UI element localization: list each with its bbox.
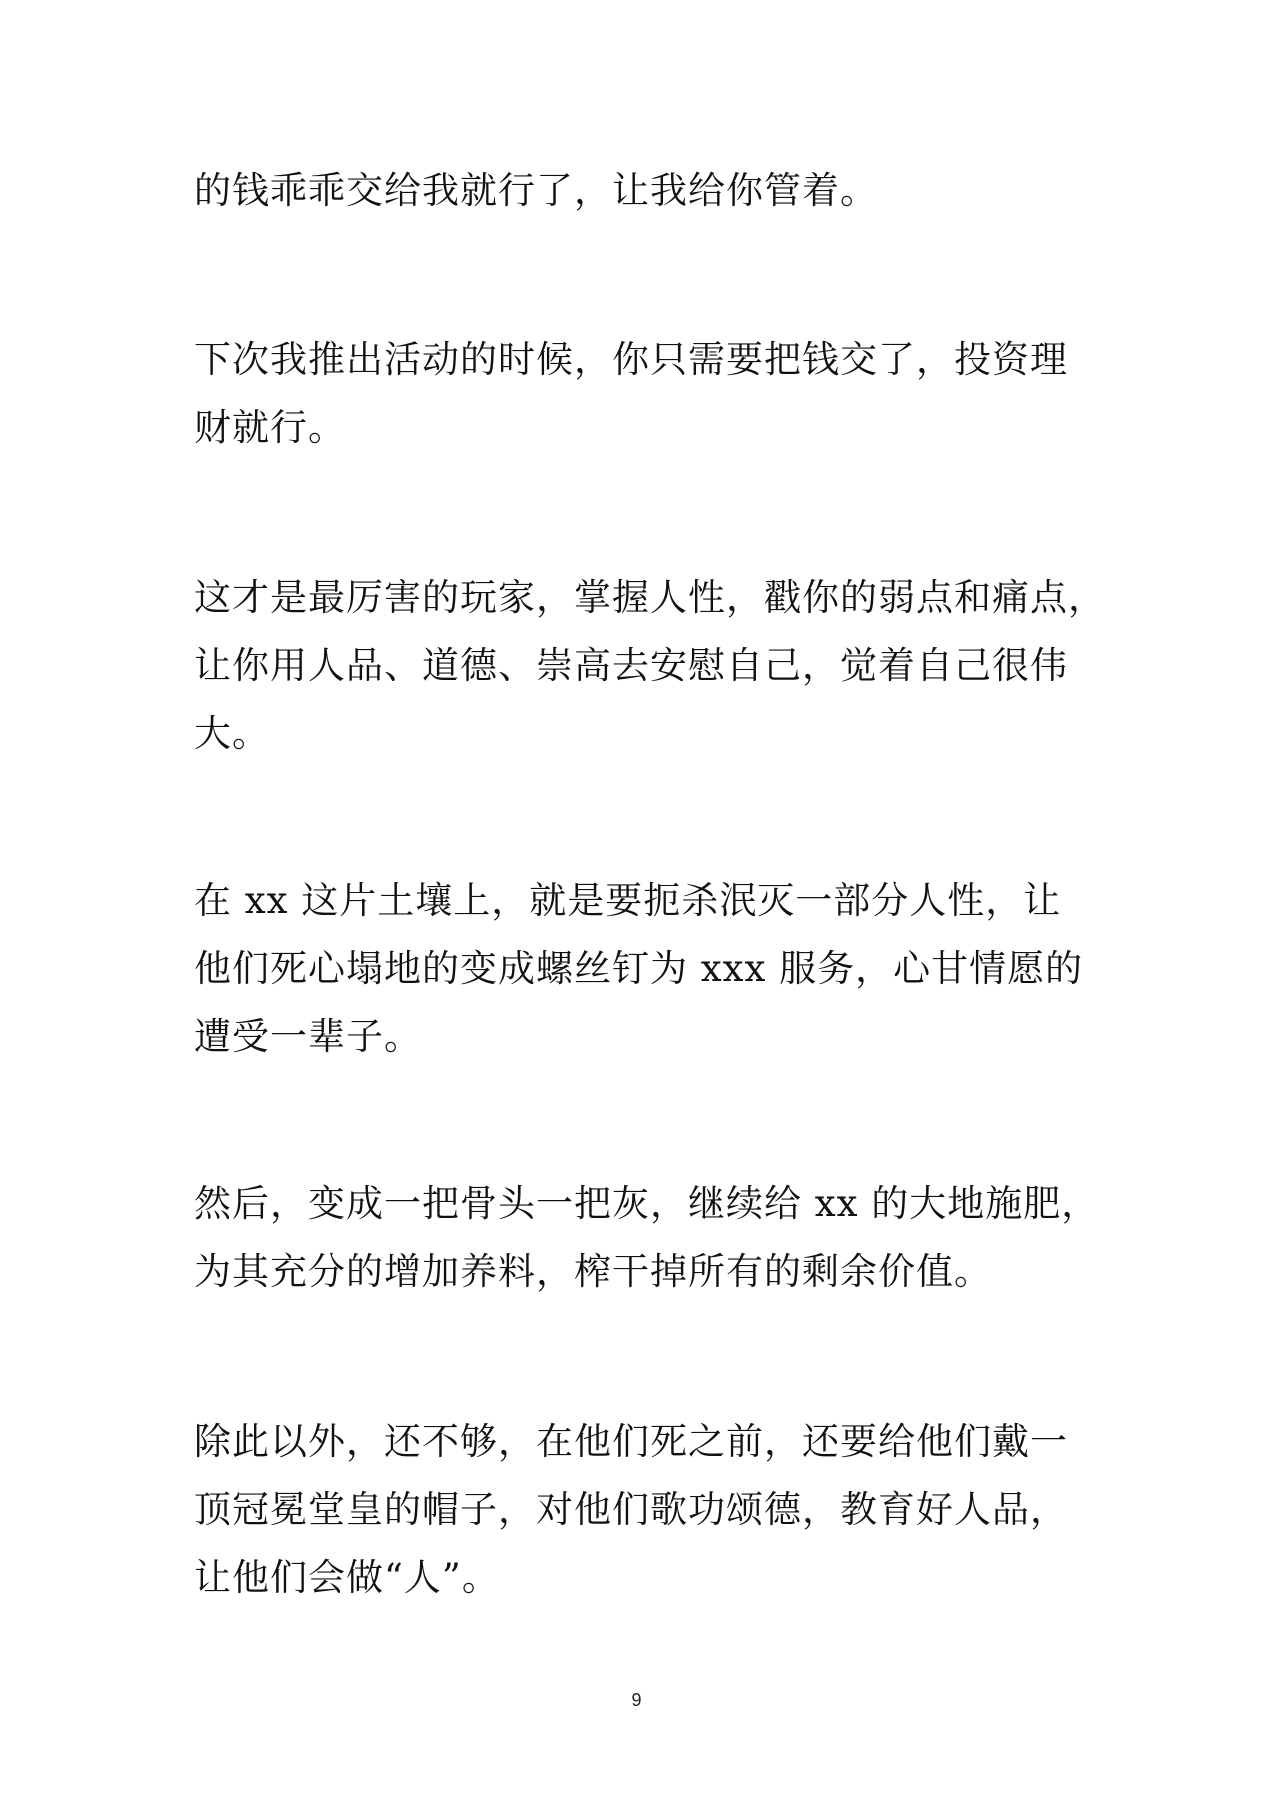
text-line: 除此以外，还不够，在他们死之前，还要给他们戴一 [194, 1420, 1068, 1463]
paragraph-1 [194, 157, 1094, 225]
text-line: 他们死心塌地的变成螺丝钉为 xxx 服务，心甘情愿的 [194, 947, 1084, 990]
paragraph-5 [194, 1170, 1100, 1306]
text-line: 遭受一辈子。 [194, 1015, 422, 1058]
text-line: 在 xx 这片土壤上，就是要扼杀泯灭一部分人性，让 [194, 879, 1062, 922]
paragraph-2 [194, 326, 1094, 462]
text-line: 大。 [194, 712, 270, 755]
text-line: 这才是最厉害的玩家，掌握人性，戳你的弱点和痛点， [194, 576, 1106, 619]
page-number: 9 [631, 1690, 642, 1710]
text-line: 下次我推出活动的时候，你只需要把钱交了，投资理 [194, 338, 1068, 381]
paragraph-6 [194, 1408, 1094, 1612]
text-line: 财就行。 [194, 406, 346, 449]
paragraph-4 [194, 867, 1094, 1071]
text-line: 的钱乖乖交给我就行了，让我给你管着。 [194, 169, 878, 212]
text-line: 顶冠冕堂皇的帽子，对他们歌功颂德，教育好人品， [194, 1488, 1068, 1531]
text-line: 为其充分的增加养料，榨干掉所有的剩余价值。 [194, 1250, 992, 1293]
text-line: 让你用人品、道德、崇高去安慰自己，觉着自己很伟 [194, 644, 1068, 687]
paragraph-3 [194, 564, 1106, 768]
text-line: 然后，变成一把骨头一把灰，继续给 xx 的大地施肥， [194, 1182, 1100, 1225]
text-line: 让他们会做“人”。 [194, 1556, 500, 1599]
